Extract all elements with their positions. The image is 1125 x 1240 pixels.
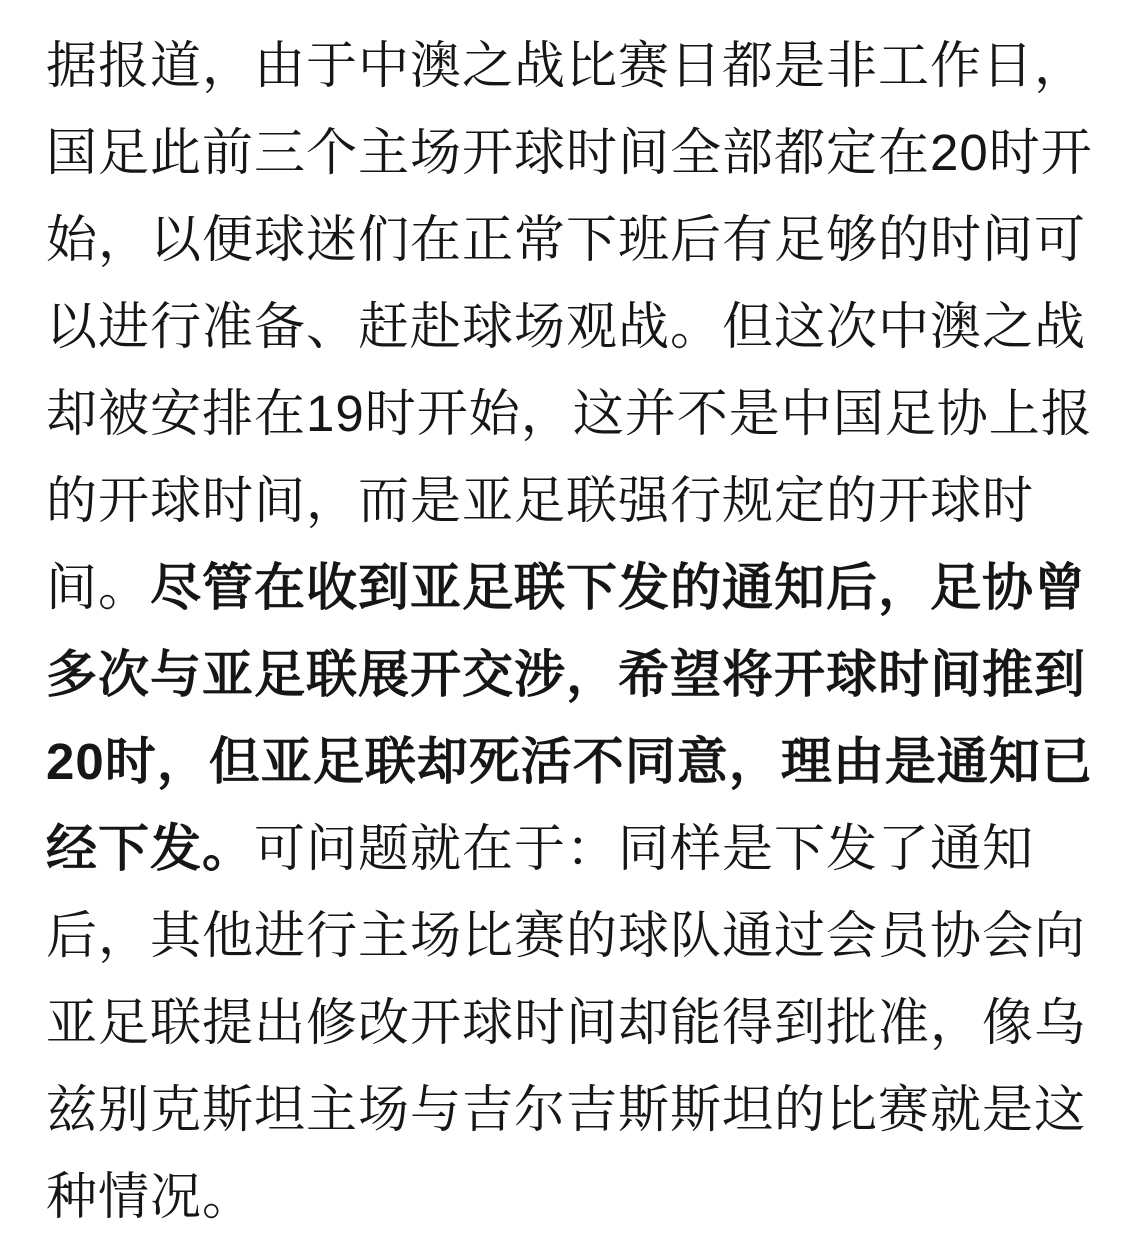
paragraph-line [46, 1153, 1087, 1240]
text-segment-bold: 尽管在收到亚足联下发的通知后，足协曾 [150, 559, 1087, 616]
paragraph-line [46, 196, 1087, 283]
paragraph-line [46, 283, 1087, 370]
text-segment: 后，其他进行主场比赛的球队通过会员协会向 [46, 907, 1087, 964]
paragraph-line [46, 979, 1087, 1066]
text-segment: 始，以便球迷们在正常下班后有足够的时间可 [46, 211, 1087, 268]
paragraph-line [46, 370, 1093, 457]
paragraph-line [46, 718, 1093, 805]
text-segment: 间。 [46, 559, 151, 616]
text-segment: 却被安排在19时开始，这并不是中国足协上报 [46, 385, 1093, 442]
text-segment: 亚足联提出修改开球时间却能得到批准，像乌 [46, 994, 1087, 1051]
text-segment: 国足此前三个主场开球时间全部都定在20时开 [46, 124, 1093, 181]
text-segment-bold: 经下发。 [46, 820, 255, 877]
text-segment: 的开球时间，而是亚足联强行规定的开球时 [46, 472, 1035, 529]
paragraph-line [46, 631, 1087, 718]
text-segment: 种情况。 [46, 1168, 255, 1225]
text-segment: 据报道，由于中澳之战比赛日都是非工作日， [46, 37, 1087, 94]
text-segment-bold: 多次与亚足联展开交涉，希望将开球时间推到 [46, 646, 1087, 703]
paragraph-line [46, 544, 1087, 631]
text-segment: 以进行准备、赶赴球场观战。但这次中澳之战 [46, 298, 1087, 355]
text-segment-bold: 20时，但亚足联却死活不同意，理由是通知已 [46, 733, 1093, 790]
paragraph-line [46, 109, 1093, 196]
paragraph-line [46, 805, 1087, 892]
paragraph-line [46, 22, 1087, 109]
paragraph-line [46, 457, 1087, 544]
text-segment: 可问题就在于：同样是下发了通知 [254, 820, 1035, 877]
paragraph-line [46, 892, 1087, 979]
text-segment: 兹别克斯坦主场与吉尔吉斯斯坦的比赛就是这 [46, 1081, 1087, 1138]
paragraph-line [46, 1066, 1087, 1153]
